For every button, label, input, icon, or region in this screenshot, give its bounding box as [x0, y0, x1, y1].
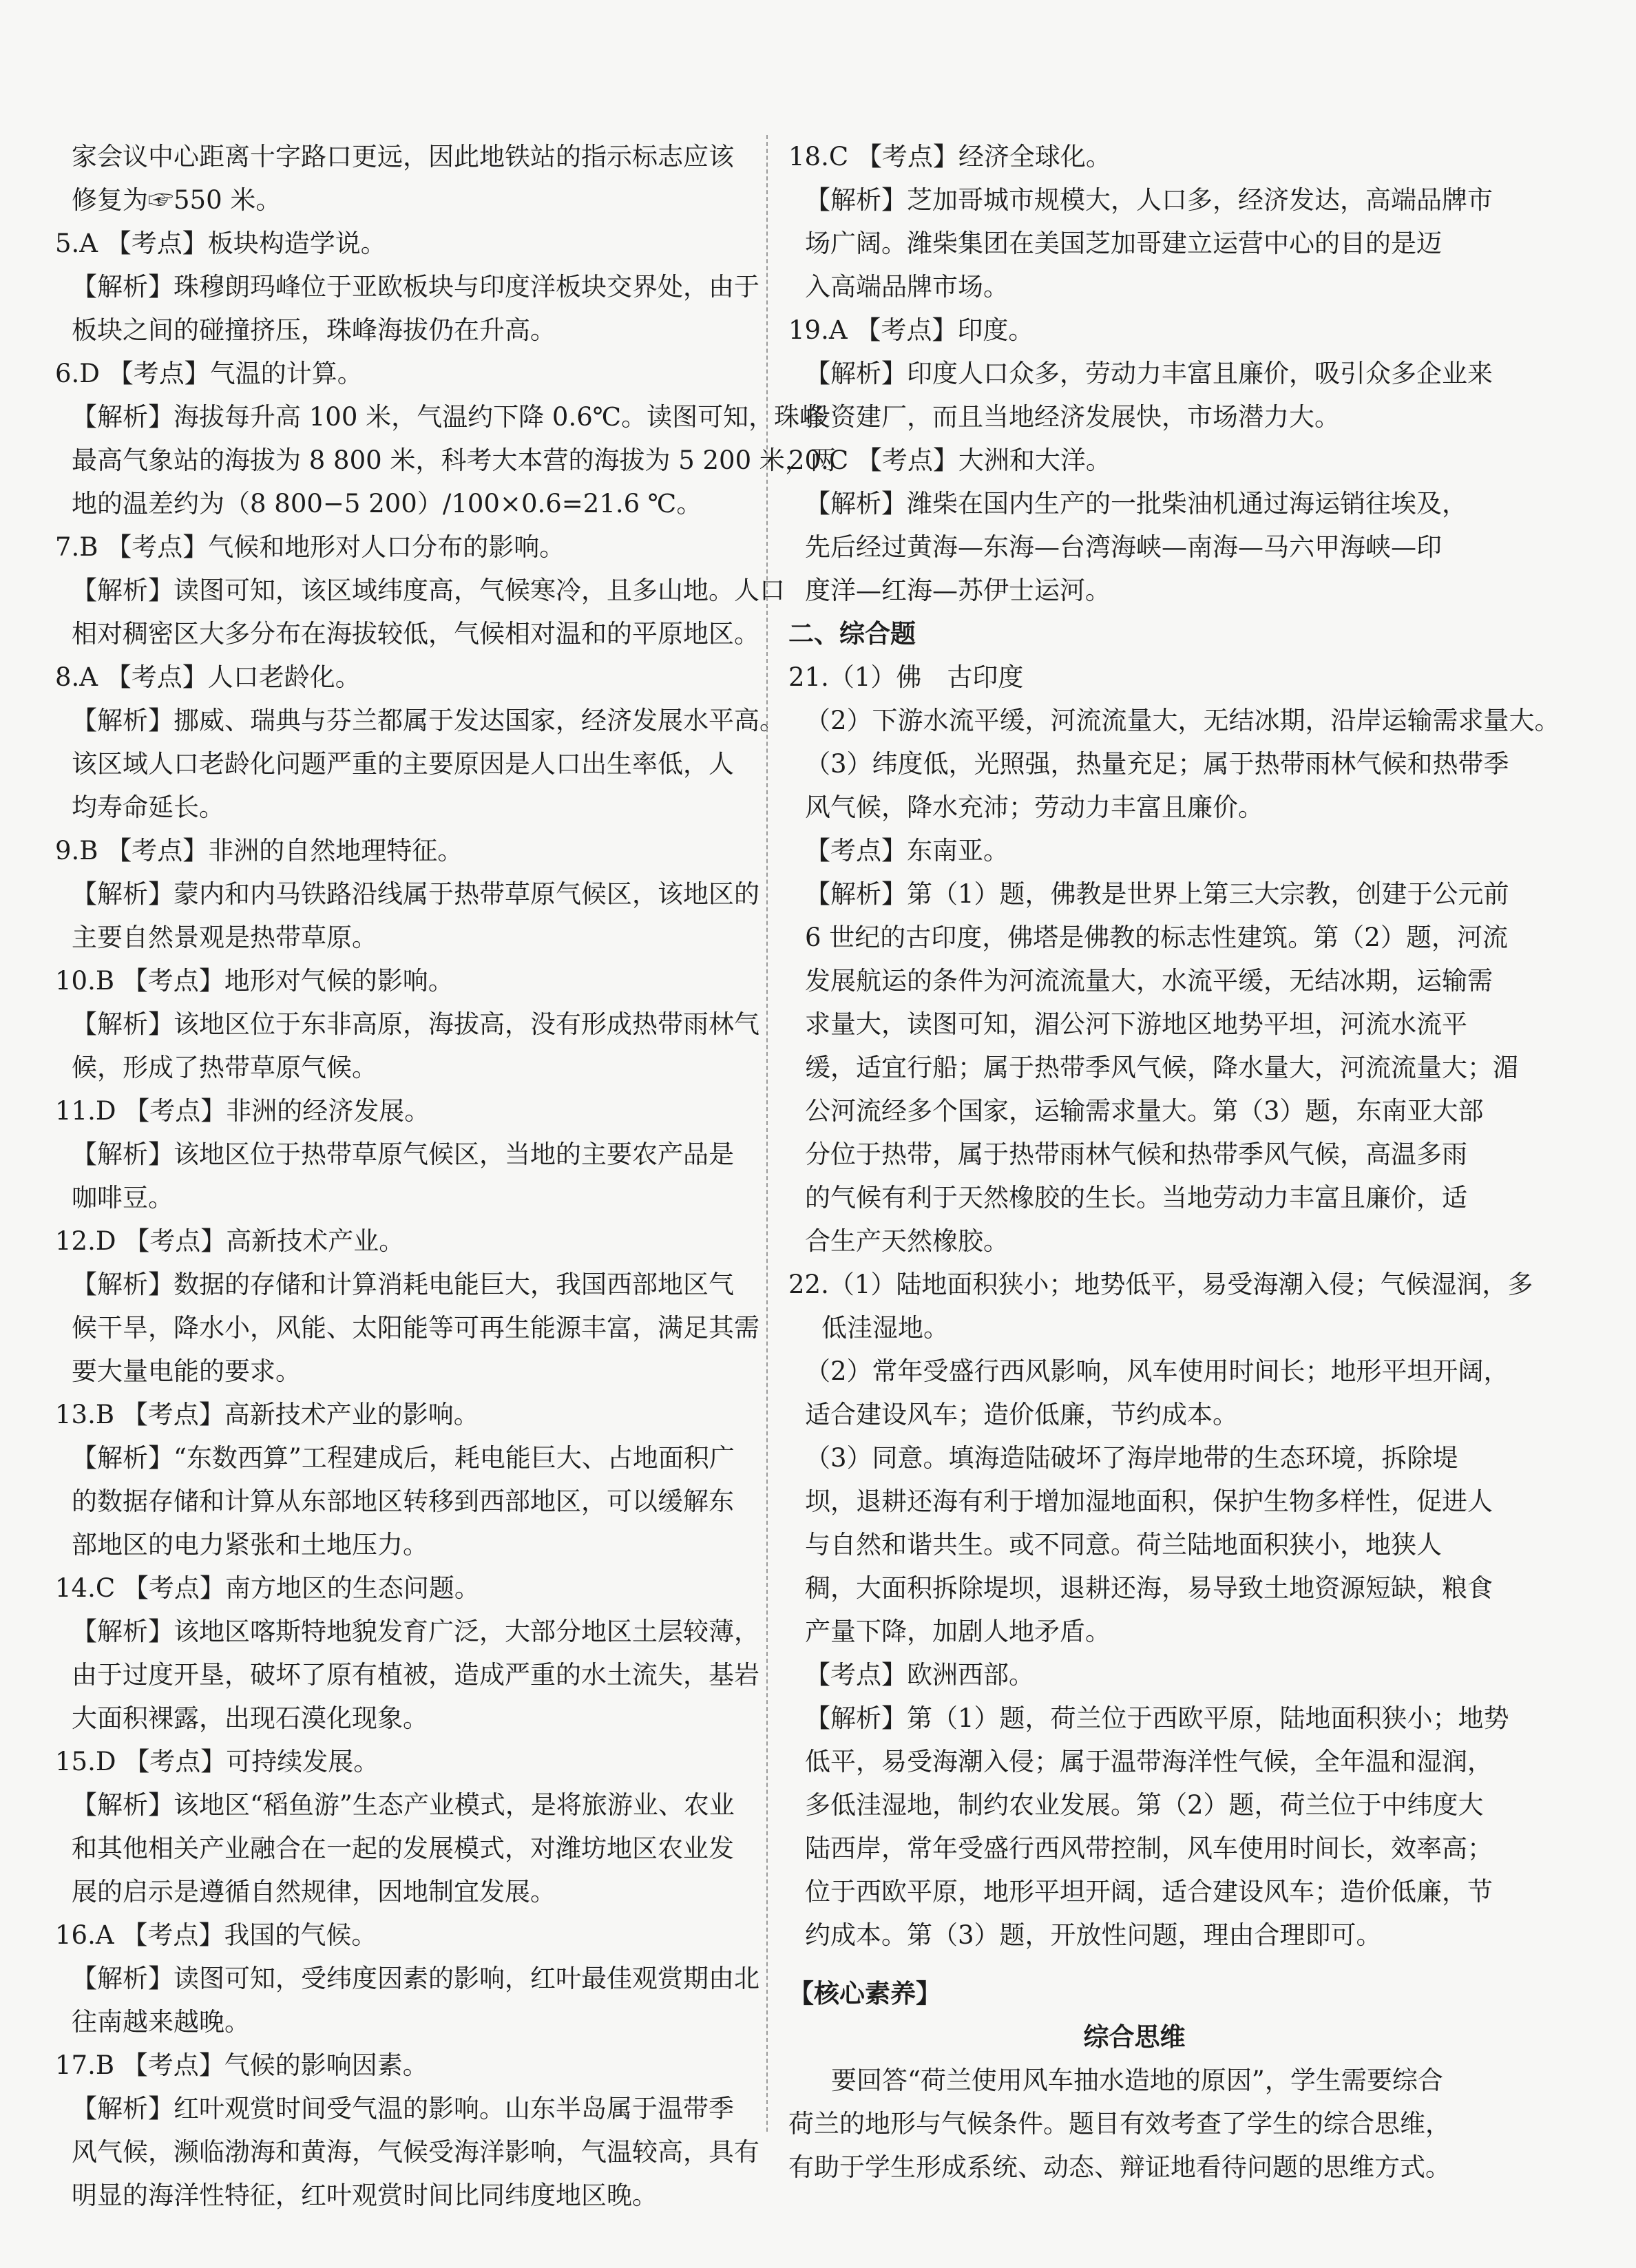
- text-line: （3）同意。填海造陆破坏了海岸地带的生态环境，拆除堤: [805, 1443, 1458, 1473]
- answer-item: [788, 308, 1480, 352]
- text-line: 【解析】红叶观赏时间受气温的影响。山东半岛属于温带季: [72, 2094, 734, 2123]
- answer-item: [788, 1697, 1509, 1957]
- answer-item: [55, 829, 751, 872]
- answer-item: [55, 655, 751, 699]
- answer-item: [55, 525, 751, 569]
- text-line: 【解析】珠穆朗玛峰位于亚欧板块与印度洋板块交界处，由于: [72, 272, 759, 302]
- answer-item: [55, 1436, 751, 1566]
- text-line: （2）常年受盛行西风影响，风车使用时间长；地形平坦开阔，: [805, 1356, 1509, 1386]
- answer-item: [788, 1263, 1533, 1350]
- text-line: 缓，适宜行船；属于热带季风气候，降水量大，河流流量大；湄: [805, 1053, 1518, 1082]
- text-line: 分位于热带，属于热带雨林气候和热带季风气候，高温多雨: [805, 1140, 1467, 1169]
- answer-item: [55, 222, 751, 265]
- answer-item: [55, 1089, 751, 1133]
- section-heading: [788, 612, 1480, 655]
- text-line: 相对稠密区大多分布在海拔较低，气候相对温和的平原地区。: [72, 619, 759, 649]
- right-column: [788, 135, 1560, 2189]
- core-literacy-subtitle: 综合思维: [1083, 2022, 1186, 2052]
- text-line: 9.B 【考点】非洲的自然地理特征。: [55, 836, 463, 865]
- text-line: 16.A 【考点】我国的气候。: [55, 1920, 377, 1950]
- core-literacy-box: [788, 1972, 1480, 2189]
- answer-item: [788, 872, 1518, 1263]
- text-line: 【解析】读图可知，该区域纬度高，气候寒冷，且多山地。人口: [72, 576, 785, 605]
- text-line: 12.D 【考点】高新技术产业。: [55, 1226, 405, 1256]
- text-line: 【解析】印度人口众多，劳动力丰富且廉价，吸引众多企业来: [805, 359, 1493, 388]
- text-line: 发展航运的条件为河流流量大，水流平缓，无结冰期，运输需: [805, 966, 1493, 996]
- answer-item: [55, 1263, 759, 1393]
- text-line: 10.B 【考点】地形对气候的影响。: [55, 966, 454, 996]
- text-line: 咖啡豆。: [72, 1183, 174, 1212]
- text-line: 【考点】东南亚。: [805, 836, 1009, 865]
- text-line: 坝，退耕还海有利于增加湿地面积，保护生物多样性，促进人: [805, 1487, 1493, 1516]
- answer-item: [788, 439, 1480, 482]
- text-line: 家会议中心距离十字路口更远，因此地铁站的指示标志应该: [72, 142, 734, 171]
- text-line: 风气候，降水充沛；劳动力丰富且廉价。: [805, 792, 1263, 822]
- text-line: 11.D 【考点】非洲的经济发展。: [55, 1096, 430, 1126]
- answer-item: [55, 2044, 751, 2087]
- text-line: 【解析】第（1）题，荷兰位于西欧平原，陆地面积狭小；地势: [805, 1703, 1509, 1733]
- text-line: 的数据存储和计算从东部地区转移到西部地区，可以缓解东: [72, 1487, 734, 1516]
- text-line: 15.D 【考点】可持续发展。: [55, 1747, 379, 1776]
- text-line: 候干旱，降水小，风能、太阳能等可再生能源丰富，满足其需: [72, 1313, 759, 1343]
- text-line: 均寿命延长。: [72, 792, 224, 822]
- text-line: 要大量电能的要求。: [72, 1356, 301, 1386]
- text-line: 低洼湿地。: [821, 1313, 949, 1343]
- text-line: 【解析】读图可知，受纬度因素的影响，红叶最佳观赏期由北: [72, 1964, 759, 1993]
- text-line: 【解析】该地区“稻鱼游”生态产业模式，是将旅游业、农业: [72, 1790, 735, 1820]
- answer-item: [55, 699, 785, 829]
- answer-item: [788, 655, 1480, 699]
- left-column: [55, 135, 836, 2217]
- answer-item: [788, 178, 1493, 308]
- text-line: 【解析】该地区位于东非高原，海拔高，没有形成热带雨林气: [72, 1009, 759, 1039]
- text-line: 6.D 【考点】气温的计算。: [55, 359, 363, 388]
- text-line: 【解析】“东数西算”工程建成后，耗电能巨大、占地面积广: [72, 1443, 735, 1473]
- answer-item: [788, 352, 1493, 439]
- text-line: 展的启示是遵循自然规律，因地制宜发展。: [72, 1877, 556, 1907]
- answer-item: [55, 1610, 759, 1740]
- text-line: 适合建设风车；造价低廉，节约成本。: [805, 1400, 1238, 1429]
- text-line: 20.C 【考点】大洲和大洋。: [788, 445, 1111, 475]
- core-literacy-line: 有助于学生形成系统、动态、辩证地看待问题的思维方式。: [788, 2152, 1451, 2182]
- answer-item: [788, 829, 1480, 872]
- text-line: 【解析】挪威、瑞典与芬兰都属于发达国家，经济发展水平高。: [72, 706, 785, 735]
- text-line: 大面积裸露，出现石漠化现象。: [72, 1703, 428, 1733]
- text-line: 地的温差约为（8 800−5 200）/100×0.6=21.6 ℃。: [72, 489, 702, 518]
- text-line: 投资建厂，而且当地经济发展快，市场潜力大。: [805, 402, 1340, 432]
- text-line: 【解析】第（1）题，佛教是世界上第三大宗教，创建于公元前: [805, 879, 1509, 909]
- answer-item: [55, 2087, 759, 2217]
- text-line: 和其他相关产业融合在一起的发展模式，对潍坊地区农业发: [72, 1834, 734, 1863]
- text-line: 公河流经多个国家，运输需求量大。第（3）题，东南亚大部: [805, 1096, 1484, 1126]
- text-line: 风气候，濒临渤海和黄海，气候受海洋影响，气温较高，具有: [72, 2137, 759, 2167]
- text-line: 板块之间的碰撞挤压，珠峰海拔仍在升高。: [72, 315, 556, 345]
- text-line: 19.A 【考点】印度。: [788, 315, 1034, 345]
- text-line: 修复为☞550 米。: [72, 185, 282, 215]
- answer-item: [55, 1566, 751, 1610]
- text-line: 的气候有利于天然橡胶的生长。当地劳动力丰富且廉价，适: [805, 1183, 1467, 1212]
- answer-item: [788, 1350, 1509, 1436]
- answer-item: [55, 569, 785, 655]
- text-line: 【解析】蒙内和内马铁路沿线属于热带草原气候区，该地区的: [72, 879, 759, 909]
- answer-item: [55, 395, 836, 525]
- answer-item: [55, 265, 759, 352]
- answer-item: [55, 1219, 751, 1263]
- answer-item: [788, 699, 1560, 742]
- text-line: 13.B 【考点】高新技术产业的影响。: [55, 1400, 479, 1429]
- core-literacy-line: 荷兰的地形与气候条件。题目有效考查了学生的综合思维，: [788, 2109, 1451, 2139]
- core-literacy-heading: 【核心素养】: [788, 1978, 941, 2008]
- text-line: 候，形成了热带草原气候。: [72, 1053, 377, 1082]
- answer-item: [55, 872, 759, 959]
- text-line: 8.A 【考点】人口老龄化。: [55, 662, 361, 692]
- text-line: （3）纬度低，光照强，热量充足；属于热带雨林气候和热带季: [805, 749, 1509, 779]
- answer-item: [788, 135, 1480, 178]
- text-line: 求量大，读图可知，湄公河下游地区地势平坦，河流水流平: [805, 1009, 1467, 1039]
- text-line: 多低洼湿地，制约农业发展。第（2）题，荷兰位于中纬度大: [805, 1790, 1484, 1820]
- answer-item: [55, 1740, 751, 1783]
- answer-item: [788, 1653, 1480, 1697]
- text-line: 【解析】芝加哥城市规模大，人口多，经济发达，高端品牌市: [805, 185, 1493, 215]
- text-line: 明显的海洋性特征，红叶观赏时间比同纬度地区晚。: [72, 2181, 658, 2210]
- text-line: 合生产天然橡胶。: [805, 1226, 1009, 1256]
- text-line: 18.C 【考点】经济全球化。: [788, 142, 1111, 171]
- text-line: 由于过度开垦，破坏了原有植被，造成严重的水土流失，基岩: [72, 1660, 759, 1690]
- answer-item: [788, 742, 1509, 829]
- text-line: 低平，易受海潮入侵；属于温带海洋性气候，全年温和湿润，: [805, 1747, 1493, 1776]
- text-line: 7.B 【考点】气候和地形对人口分布的影响。: [55, 532, 565, 562]
- answer-item: [788, 1436, 1493, 1653]
- answer-item: [55, 1957, 759, 2044]
- text-line: 该区域人口老龄化问题严重的主要原因是人口出生率低，人: [72, 749, 734, 779]
- answer-item: [55, 1133, 751, 1219]
- answer-item: [55, 959, 751, 1002]
- text-line: 【考点】欧洲西部。: [805, 1660, 1034, 1690]
- text-line: 【解析】数据的存储和计算消耗电能巨大，我国西部地区气: [72, 1270, 734, 1299]
- text-line: 【解析】潍柴在国内生产的一批柴油机通过海运销往埃及，: [805, 489, 1467, 518]
- text-line: 【解析】该地区位于热带草原气候区，当地的主要农产品是: [72, 1140, 734, 1169]
- text-line: 入高端品牌市场。: [805, 272, 1009, 302]
- column-divider: [766, 135, 768, 2132]
- answer-item: [55, 352, 751, 395]
- text-line: 14.C 【考点】南方地区的生态问题。: [55, 1573, 480, 1603]
- text-line: 5.A 【考点】板块构造学说。: [55, 229, 386, 258]
- text-line: 与自然和谐共生。或不同意。荷兰陆地面积狭小，地狭人: [805, 1530, 1442, 1560]
- text-line: 度洋—红海—苏伊士运河。: [805, 576, 1111, 605]
- text-line: 【解析】该地区喀斯特地貌发育广泛，大部分地区土层较薄，: [72, 1617, 759, 1646]
- text-line: 陆西岸，常年受盛行西风带控制，风车使用时间长，效率高；: [805, 1834, 1493, 1863]
- text-line: 17.B 【考点】气候的影响因素。: [55, 2050, 428, 2080]
- answer-item: [55, 135, 751, 222]
- text-line: （2）下游水流平缓，河流流量大，无结冰期，沿岸运输需求量大。: [805, 706, 1560, 735]
- text-line: 最高气象站的海拔为 8 800 米，科考大本营的海拔为 5 200 米，两: [72, 445, 836, 475]
- answer-item: [55, 1913, 751, 1957]
- text-line: 22.（1）陆地面积狭小；地势低平，易受海潮入侵；气候湿润，多: [788, 1270, 1533, 1299]
- text-line: 往南越来越晚。: [72, 2007, 250, 2037]
- text-line: 部地区的电力紧张和土地压力。: [72, 1530, 428, 1560]
- text-line: 二、综合题: [788, 619, 916, 649]
- answer-item: [55, 1393, 751, 1436]
- answer-item: [788, 482, 1480, 612]
- text-line: 稠，大面积拆除堤坝，退耕还海，易导致土地资源短缺，粮食: [805, 1573, 1493, 1603]
- core-literacy-line: 要回答“荷兰使用风车抽水造地的原因”，学生需要综合: [831, 2066, 1443, 2095]
- text-line: 21.（1）佛 古印度: [788, 662, 1024, 692]
- text-line: 场广阔。潍柴集团在美国芝加哥建立运营中心的目的是迈: [805, 229, 1442, 258]
- text-line: 【解析】海拔每升高 100 米，气温约下降 0.6℃。读图可知，珠峰: [72, 402, 826, 432]
- text-line: 先后经过黄海—东海—台湾海峡—南海—马六甲海峡—印: [805, 532, 1442, 562]
- text-line: 主要自然景观是热带草原。: [72, 923, 377, 952]
- answer-item: [55, 1783, 751, 1913]
- text-line: 约成本。第（3）题，开放性问题，理由合理即可。: [805, 1920, 1382, 1950]
- text-line: 位于西欧平原，地形平坦开阔，适合建设风车；造价低廉，节: [805, 1877, 1493, 1907]
- text-line: 6 世纪的古印度，佛塔是佛教的标志性建筑。第（2）题，河流: [805, 923, 1508, 952]
- answer-item: [55, 1002, 759, 1089]
- text-line: 产量下降，加剧人地矛盾。: [805, 1617, 1111, 1646]
